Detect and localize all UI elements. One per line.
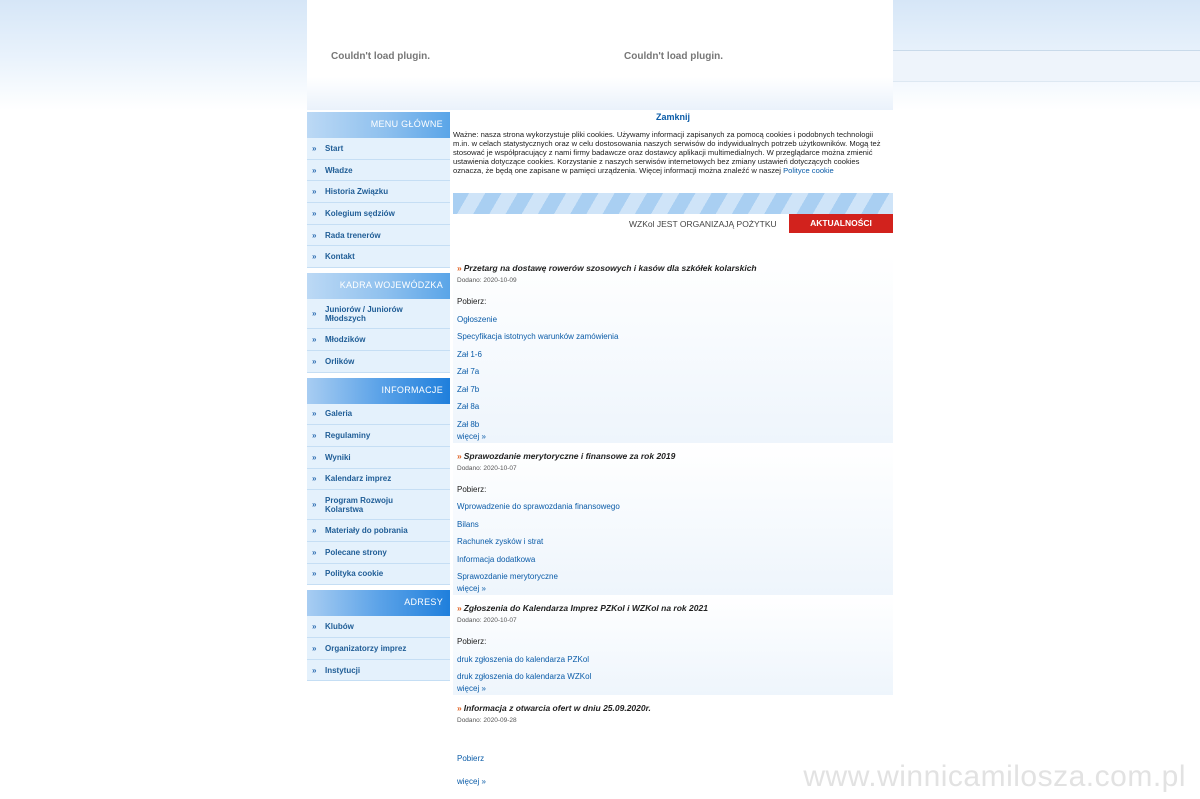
download-link[interactable]: Wprowadzenie do sprawozdania finansowego	[457, 502, 620, 511]
menu-item-instytucji[interactable]	[307, 660, 450, 682]
raquo-icon: »	[457, 603, 462, 613]
news-title-text: Przetarg na dostawę rowerów szosowych i kasów dla szkółek kolarskich	[463, 263, 757, 273]
double-arrow-icon: »	[312, 208, 317, 218]
news-feed	[453, 255, 893, 790]
menu-heading-label: ADRESY	[404, 597, 443, 608]
download-link[interactable]: Zał 1-6	[457, 349, 482, 359]
menu-item-wladze[interactable]	[307, 160, 450, 182]
menu-heading-label: MENU GŁÓWNE	[370, 119, 443, 129]
menu-item-label: Władze	[325, 165, 353, 175]
news-title[interactable]	[457, 451, 889, 461]
download-label: Pobierz:	[457, 484, 487, 494]
menu-heading-main	[307, 112, 450, 138]
double-arrow-icon: »	[312, 334, 317, 344]
menu-heading-informacje	[307, 378, 450, 404]
double-arrow-icon: »	[312, 526, 317, 536]
menu-item-label: Wyniki	[325, 452, 351, 462]
news-date: Dodano: 2020-10-07	[457, 464, 517, 472]
menu-heading-kadra	[307, 273, 450, 299]
menu-item-start[interactable]	[307, 138, 450, 160]
download-link[interactable]: Sprawozdanie merytoryczne	[457, 572, 558, 581]
news-item	[453, 595, 893, 695]
menu-item-organizatorzy[interactable]	[307, 638, 450, 660]
download-link[interactable]: Zał 8a	[457, 402, 480, 411]
news-date: Dodano: 2020-10-07	[457, 617, 517, 624]
menu-item-kolegium[interactable]	[307, 203, 450, 225]
menu-item-rada[interactable]	[307, 225, 450, 247]
menu-item-label: Polecane strony	[325, 547, 387, 557]
menu-item-materialy[interactable]	[307, 520, 450, 542]
menu-item-label: Program Rozwoju Kolarstwa	[325, 495, 394, 514]
menu-item-juniorow[interactable]	[307, 299, 450, 329]
double-arrow-icon: »	[312, 409, 317, 419]
menu-item-label: Orlików	[325, 356, 355, 366]
right-decorative-band	[892, 50, 1200, 82]
cookie-close-link[interactable]: Zamknij	[655, 112, 690, 122]
double-arrow-icon: »	[312, 431, 317, 441]
download-link[interactable]: Informacja dodatkowa	[457, 554, 536, 564]
news-title[interactable]	[457, 263, 889, 273]
menu-item-kalendarz[interactable]	[307, 469, 450, 491]
menu-item-regulaminy[interactable]	[307, 425, 450, 447]
download-label: Pobierz:	[457, 637, 487, 646]
menu-item-label: Młodzików	[325, 334, 366, 344]
download-link[interactable]: druk zgłoszenia do kalendarza PZKol	[457, 654, 590, 664]
double-arrow-icon: »	[312, 356, 317, 366]
download-link[interactable]: Zał 7b	[457, 384, 480, 394]
menu-item-historia[interactable]	[307, 181, 450, 203]
menu-item-orlikow[interactable]	[307, 351, 450, 373]
download-link[interactable]: druk zgłoszenia do kalendarza WZKol	[457, 672, 592, 681]
news-title-text: Informacja z otwarcia ofert w dniu 25.09.2020r.	[463, 703, 651, 713]
menu-item-mlodzikow[interactable]	[307, 329, 450, 351]
menu-heading-adresy	[307, 590, 450, 616]
double-arrow-icon: »	[312, 474, 317, 484]
menu-item-label: Kalendarz imprez	[325, 474, 392, 484]
download-link[interactable]: Ogłoszenie	[457, 314, 498, 324]
menu-item-galeria[interactable]	[307, 404, 450, 426]
double-arrow-icon: »	[312, 665, 317, 675]
menu-item-label: Materiały do pobrania	[325, 526, 408, 536]
menu-item-label: Galeria	[325, 409, 353, 419]
download-label: Pobierz:	[457, 297, 487, 306]
menu-item-kontakt[interactable]	[307, 246, 450, 268]
menu-item-label: Regulaminy	[325, 431, 371, 441]
news-title[interactable]	[457, 603, 889, 613]
news-date: Dodano: 2020-10-09	[457, 277, 517, 284]
raquo-icon: »	[457, 263, 462, 273]
org-status-text: WZKol JEST ORGANIZAJĄ POŻYTKU	[629, 219, 777, 229]
menu-item-label: Juniorów / Juniorów Młodszych	[325, 304, 403, 323]
download-link[interactable]: Specyfikacja istotnych warunków zamówienia	[457, 332, 619, 341]
menu-item-label: Polityka cookie	[325, 569, 384, 579]
double-arrow-icon: »	[312, 143, 317, 153]
menu-item-label: Kolegium sędziów	[325, 208, 395, 218]
menu-heading-label: INFORMACJE	[381, 384, 443, 395]
news-item	[453, 443, 893, 596]
menu-item-label: Historia Związku	[325, 187, 389, 197]
menu-item-program[interactable]	[307, 490, 450, 520]
plugin-error-left: Couldn't load plugin.	[331, 51, 431, 62]
download-link[interactable]: Bilans	[457, 519, 479, 529]
header	[307, 0, 893, 110]
more-link[interactable]: więcej »	[457, 777, 486, 786]
menu-item-klubow[interactable]	[307, 616, 450, 638]
double-arrow-icon: »	[312, 252, 317, 262]
double-arrow-icon: »	[312, 643, 317, 653]
double-arrow-icon: »	[312, 309, 317, 319]
sidebar	[307, 112, 450, 681]
menu-item-label: Kontakt	[325, 252, 355, 262]
news-title[interactable]	[457, 703, 889, 713]
more-link[interactable]: więcej »	[457, 684, 486, 693]
cookie-notice	[453, 130, 893, 175]
menu-item-label: Rada trenerów	[325, 230, 381, 240]
download-link[interactable]: Pobierz	[457, 754, 485, 763]
news-title-text: Zgłoszenia do Kalendarza Imprez PZKol i WZKol na rok 2021	[463, 603, 708, 613]
menu-item-wyniki[interactable]	[307, 447, 450, 469]
menu-heading-label: KADRA WOJEWÓDZKA	[339, 280, 443, 291]
tab-aktualnosci[interactable]: AKTUALNOŚCI	[789, 214, 893, 233]
raquo-icon: »	[457, 450, 462, 461]
download-link[interactable]: Rachunek zysków i strat	[457, 537, 544, 546]
double-arrow-icon: »	[312, 230, 317, 240]
double-arrow-icon: »	[312, 452, 317, 462]
cookie-policy-link[interactable]: Polityce cookie	[783, 166, 834, 175]
menu-item-label: Instytucji	[325, 665, 361, 675]
main-content	[453, 110, 893, 786]
double-arrow-icon: »	[312, 165, 317, 175]
double-arrow-icon: »	[312, 622, 317, 632]
plugin-error-right: Couldn't load plugin.	[624, 51, 724, 62]
menu-item-label: Organizatorzy imprez	[325, 643, 407, 653]
double-arrow-icon: »	[312, 569, 317, 579]
double-arrow-icon: »	[312, 500, 317, 510]
download-link[interactable]: Zał 8b	[457, 419, 480, 429]
watermark-text: www.winnicamilosza.com.pl	[803, 760, 1186, 793]
menu-item-label: Start	[325, 143, 344, 153]
news-item	[453, 255, 893, 443]
menu-item-polecane[interactable]	[307, 542, 450, 564]
menu-item-polityka-cookie[interactable]	[307, 564, 450, 586]
double-arrow-icon: »	[312, 187, 317, 197]
double-arrow-icon: »	[312, 547, 317, 557]
news-title-text: Sprawozdanie merytoryczne i finansowe za rok 2019	[463, 450, 676, 461]
download-link[interactable]: Zał 7a	[457, 367, 480, 376]
raquo-icon: »	[457, 703, 462, 713]
decorative-stripe-banner	[453, 193, 893, 215]
cookie-notice-text: Ważne: nasza strona wykorzystuje pliki cookies. Używamy informacji zapisanych za pomocą cookies i podobnych technologii m.in. w celach statystycznych oraz w celu dostosowania naszych serwisów do indywidualnych potrzeb użytkowników. Mogą też stosować je współpracujący z nami firmy badawcze oraz dostawcy aplikacji multimedialnych. W przeglądarce można zmienić ustawienia dotyczące cookies. Korzystanie z naszych serwisów internetowych bez zmiany ustawień dotyczących cookies oznacza, że będą one zapisane w pamięci urządzenia. Więcej informacji można znaleźć w naszej	[453, 130, 881, 175]
news-date: Dodano: 2020-09-28	[457, 717, 517, 724]
org-bar	[453, 214, 893, 234]
more-link[interactable]: więcej »	[457, 584, 486, 593]
menu-item-label: Klubów	[325, 622, 354, 632]
more-link[interactable]: więcej »	[457, 431, 486, 441]
